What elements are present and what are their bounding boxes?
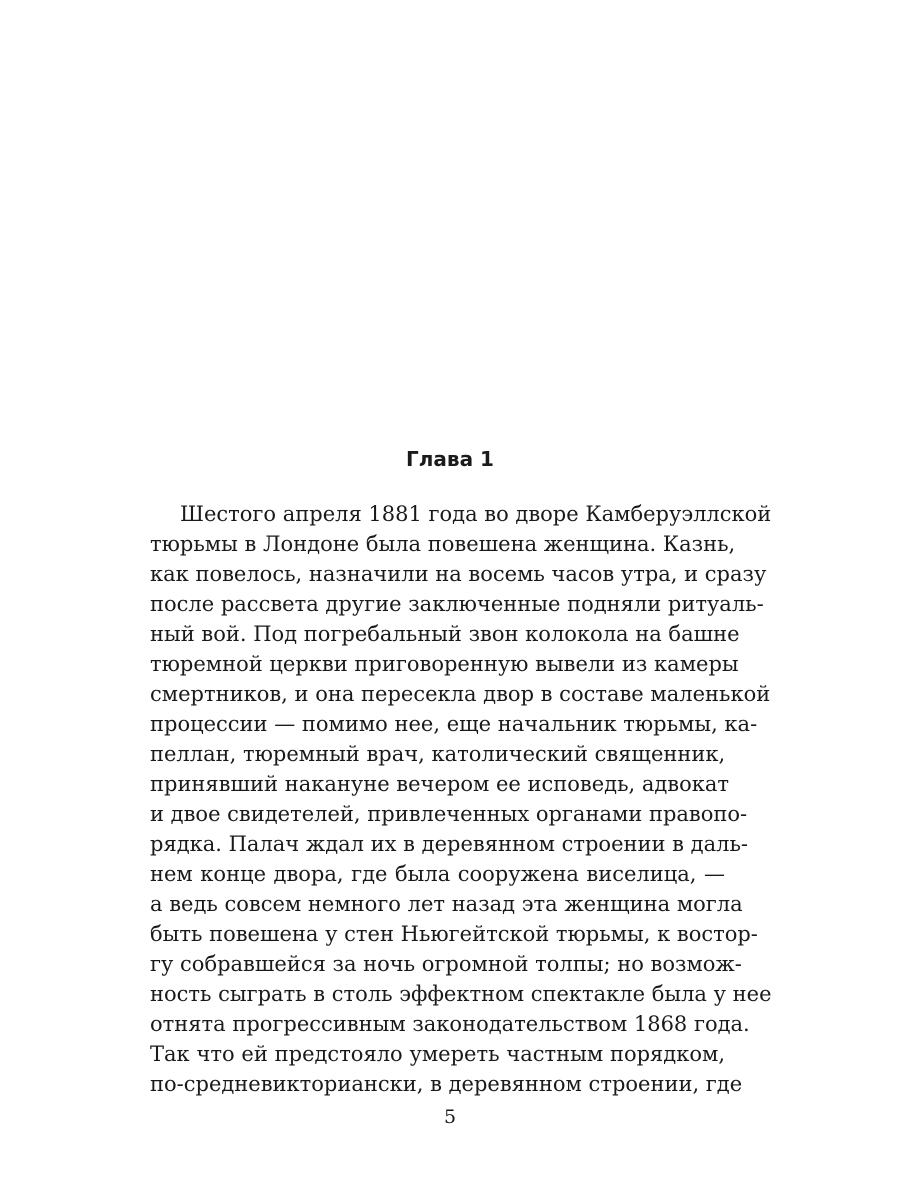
text-line: Так что ей предстояло умереть частным порядком, [150,1042,725,1066]
text-line: Шестого апреля 1881 года во дворе Камберуэллской [180,502,772,526]
chapter-title: Глава 1 [406,447,494,471]
text-line: рядка. Палач ждал их в деревянном строении в даль- [150,832,748,856]
text-line: по-средневикториански, в деревянном строении, где [150,1072,743,1096]
text-line: нем конце двора, где была сооружена виселица, — [150,862,725,886]
text-line: гу собравшейся за ночь огромной толпы; но возмож- [150,952,742,976]
text-line: отнята прогрессивным законодательством 1868 года. [150,1012,750,1036]
text-line: тюрьмы в Лондоне была повешена женщина. Казнь, [150,532,736,556]
text-line: и двое свидетелей, привлеченных органами правопо- [150,802,748,826]
text-line: быть повешена у стен Ньюгейтской тюрьмы, к востор- [150,922,758,946]
text-line: как повелось, назначили на восемь часов утра, и сразу [150,562,767,586]
page-number: 5 [443,1106,457,1128]
text-line: после рассвета другие заключенные подняли ритуаль- [150,592,764,616]
text-line: принявший накануне вечером ее исповедь, адвокат [150,772,730,796]
text-line: ный вой. Под погребальный звон колокола на башне [150,622,740,646]
text-line: тюремной церкви приговоренную вывели из камеры [150,652,739,676]
text-line: пеллан, тюремный врач, католический священник, [150,742,726,766]
text-line: смертников, и она пересекла двор в составе маленькой [150,682,771,706]
text-line: процессии — помимо нее, еще начальник тюрьмы, ка- [150,712,758,736]
body-text [150,499,772,1099]
text-line: а ведь совсем немного лет назад эта женщина могла [150,892,743,916]
text-line: ность сыграть в столь эффектном спектакле была у нее [150,982,772,1006]
